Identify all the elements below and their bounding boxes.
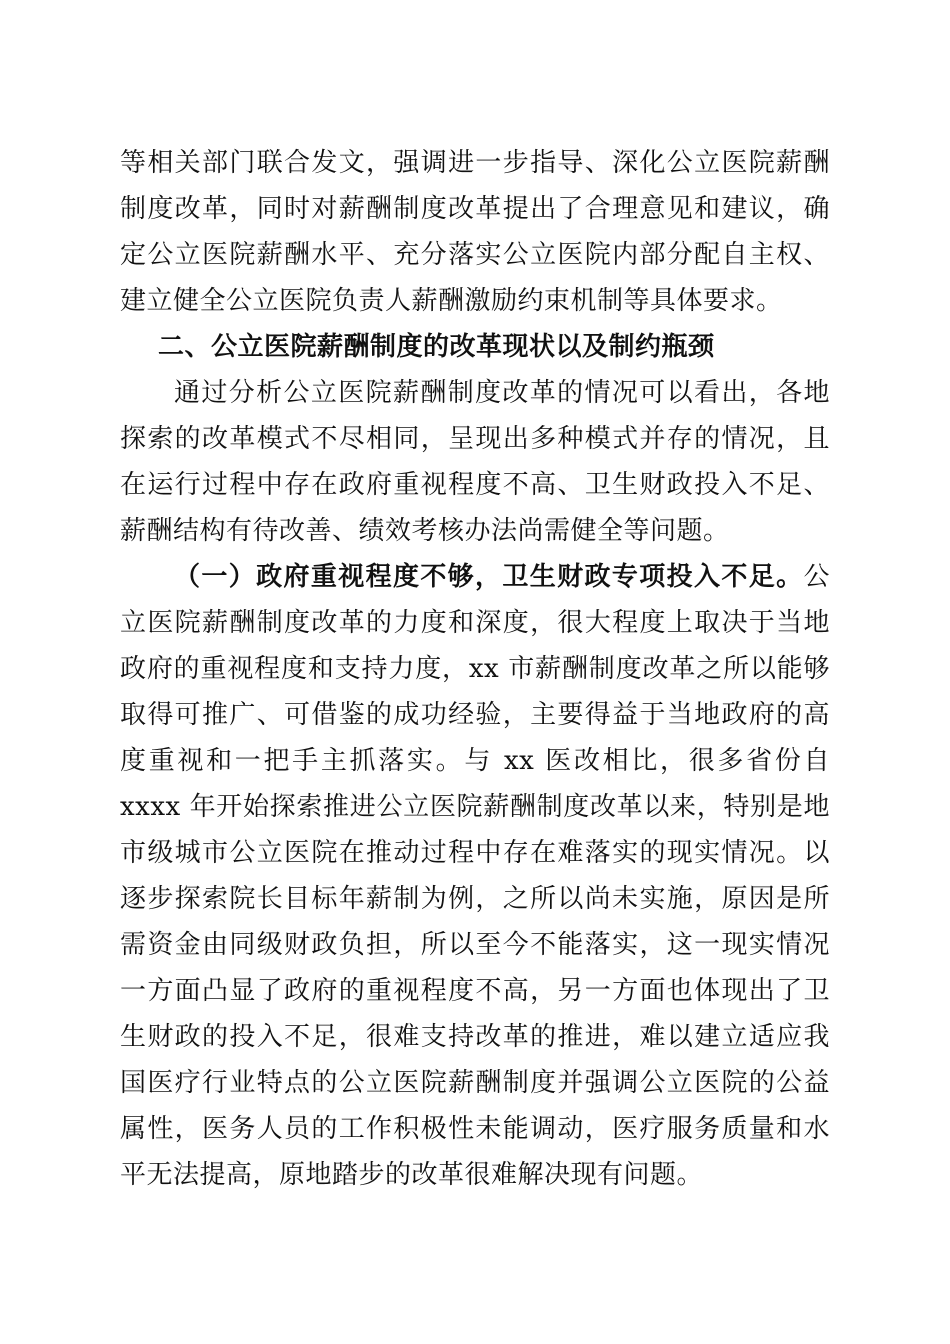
body-paragraph-overview: 通过分析公立医院薪酬制度改革的情况可以看出，各地探索的改革模式不尽相同，呈现出多种模式并存的情况，且在运行过程中存在政府重视程度不高、卫生财政投入不足、薪酬结构有待改善、绩效考核办法尚需健全等问题。 (120, 378, 830, 546)
document-body (120, 140, 830, 1198)
subsection-lead: （一）政府重视程度不够，卫生财政专项投入不足。 (174, 562, 804, 592)
body-paragraph-subsection-1 (120, 554, 830, 1198)
subsection-body: 公立医院薪酬制度改革的力度和深度，很大程度上取决于当地政府的重视程度和支持力度，xx 市薪酬制度改革之所以能够取得可推广、可借鉴的成功经验，主要得益于当地政府的高度重视和一把手主抓落实。与 xx 医改相比，很多省份自 xxxx 年开始探索推进公立医院薪酬制度改革以来，特别是地市级城市公立医院在推动过程中存在难落实的现实情况。以逐步探索院长目标年薪制为例，之所以尚未实施，原因是所需资金由同级财政负担，所以至今不能落实，这一现实情况一方面凸显了政府的重视程度不高，另一方面也体现出了卫生财政的投入不足，很难支持改革的推进，难以建立适应我国医疗行业特点的公立医院薪酬制度并强调公立医院的公益属性，医务人员的工作积极性未能调动，医疗服务质量和水平无法提高，原地踏步的改革很难解决现有问题。 (120, 562, 830, 1190)
body-paragraph-continuation: 等相关部门联合发文，强调进一步指导、深化公立医院薪酬制度改革，同时对薪酬制度改革提出了合理意见和建议，确定公立医院薪酬水平、充分落实公立医院内部分配自主权、建立健全公立医院负责人薪酬激励约束机制等具体要求。 (120, 148, 830, 316)
section-heading: 二、公立医院薪酬制度的改革现状以及制约瓶颈 (158, 332, 715, 362)
